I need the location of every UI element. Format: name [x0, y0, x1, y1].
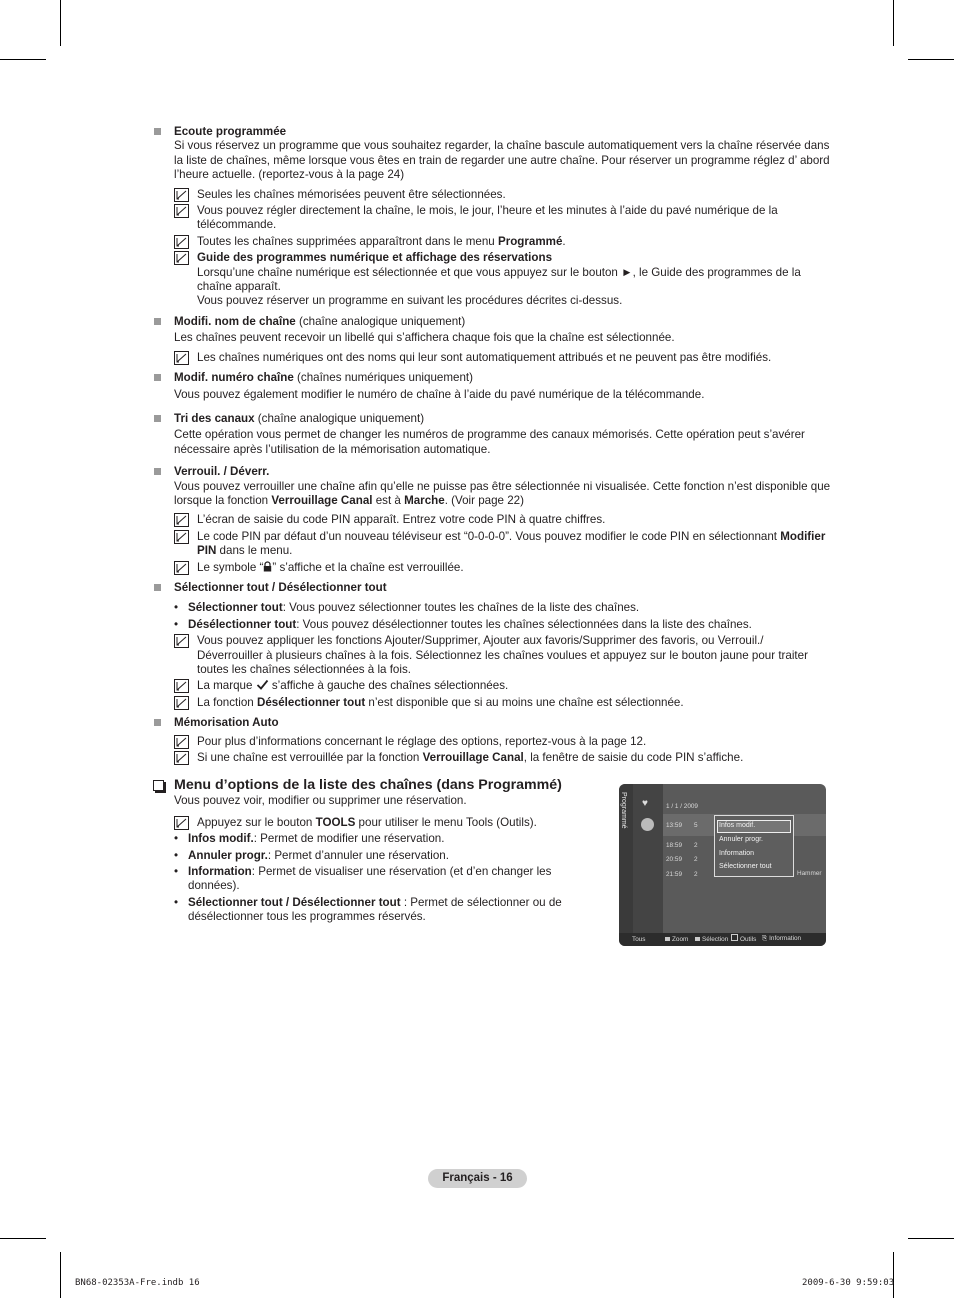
- square-bullet-icon: [154, 415, 161, 422]
- section-title: Sélectionner tout / Désélectionner tout: [174, 580, 387, 594]
- note: Vous pouvez appliquer les fonctions Ajouter/Supprimer, Ajouter aux favoris/Supprimer des favoris, ou Verrouil./ Déverrouiller à plusieurs chaînes à la fois. Sélectionnez les chaînes voulues et appuyez sur le bouton jaune pour traiter toutes les chaînes sélectionnées à la fois.: [174, 634, 832, 677]
- note: Les chaînes numériques ont des noms qui leur sont automatiquement attribués et ne peuvent pas être modifiés.: [174, 351, 832, 365]
- crop-mark: [0, 59, 46, 60]
- section-menu-options: [152, 777, 569, 924]
- note-icon: [174, 513, 189, 527]
- tv-tools-menu: [714, 815, 794, 877]
- note: Le symbole “ ” s’affiche et la chaîne est verrouillée.: [174, 561, 832, 575]
- crop-mark: [908, 1238, 954, 1239]
- crop-mark: [60, 0, 61, 46]
- note-icon: [174, 816, 189, 830]
- section-memorisation-auto: [152, 716, 832, 765]
- crop-mark: [893, 0, 894, 46]
- list-item: • Sélectionner tout: Vous pouvez sélectionner toutes les chaînes de la liste des chaînes.: [174, 601, 832, 615]
- tv-side-panel: [619, 784, 633, 934]
- tv-menu-item: Information: [719, 850, 755, 857]
- note-icon: [174, 561, 189, 575]
- note-icon: [174, 735, 189, 749]
- note-icon: [174, 751, 189, 765]
- note-icon: [174, 235, 189, 249]
- section-body: Cette opération vous permet de changer les numéros de programme des canaux mémorisés. Cette opération peut s’avérer nécessaire après l’utilisation de la mémorisation automatique.: [174, 428, 805, 456]
- checkbox-square-icon: [153, 780, 164, 791]
- section-body: Vous pouvez verrouiller une chaîne afin qu’elle ne puisse pas être sélectionnée ni visualisée. Cette fonction n’est disponible que lorsque la fonction Verrouillage Canal est à Marche. (Voir page 22): [174, 479, 831, 507]
- tv-menu-item: Annuler progr.: [719, 836, 763, 843]
- note: Appuyez sur le bouton TOOLS pour utiliser le menu Tools (Outils).: [174, 816, 569, 830]
- tv-footer-item: Outils: [731, 934, 756, 943]
- list-item: • Sélectionner tout / Désélectionner tout : Permet de sélectionner ou de désélectionner tous les programmes réservés.: [174, 896, 569, 925]
- crop-mark: [60, 1252, 61, 1298]
- section-intro: Vous pouvez voir, modifier ou supprimer une réservation.: [174, 794, 467, 808]
- note-icon: [174, 679, 189, 693]
- section-body: Vous pouvez également modifier le numéro de chaîne à l’aide du pavé numérique de la télécommande.: [174, 387, 705, 401]
- tv-menu-item: Sélectionner tout: [719, 863, 772, 870]
- section-modifi-nom-chaine: [152, 315, 832, 365]
- tv-date: 1 / 1 / 2009: [666, 803, 698, 810]
- tv-program-name: Hammer: [797, 870, 822, 877]
- tv-list-row: 18:59 2: [666, 842, 698, 849]
- tv-list-row: 21:59 2: [666, 871, 698, 878]
- section-title: Modif. numéro chaîne (chaînes numériques uniquement): [174, 371, 473, 385]
- section-body: Si vous réservez un programme que vous souhaitez regarder, la chaîne bascule automatiquement vers la chaîne réservée dans la liste de chaînes, même lorsque vous êtes en train de regarder une autre chaîne. Pour réserver un programme réglez d’ abord l’heure actuelle. (reportez-vous à la page 24): [174, 139, 830, 182]
- tv-footer-left: Tous: [632, 936, 646, 943]
- note-icon: [174, 188, 189, 202]
- note: Toutes les chaînes supprimées apparaîtront dans le menu Programmé.: [174, 235, 832, 249]
- note: Si une chaîne est verrouillée par la fonction Verrouillage Canal, la fenêtre de saisie du code PIN s’affiche.: [174, 751, 832, 765]
- note: La fonction Désélectionner tout n’est disponible que si au moins une chaîne est sélectionnée.: [174, 696, 832, 710]
- note-icon: [174, 351, 189, 365]
- section-verrouil: [152, 465, 832, 575]
- tv-side-label: Programmé: [620, 792, 627, 829]
- print-file-info: BN68-02353A-Fre.indb 16: [75, 1278, 200, 1288]
- note-icon: [174, 634, 189, 648]
- info-icon: ⎘: [762, 935, 768, 942]
- list-item: • Infos modif.: Permet de modifier une réservation.: [174, 832, 569, 846]
- square-bullet-icon: [154, 468, 161, 475]
- note: Pour plus d’informations concernant le réglage des options, reportez-vous à la page 12.: [174, 735, 832, 749]
- tools-icon: [731, 934, 738, 941]
- note: L’écran de saisie du code PIN apparaît. Entrez votre code PIN à quatre chiffres.: [174, 513, 832, 527]
- section-tri-des-canaux: [152, 412, 832, 457]
- list-item: • Désélectionner tout: Vous pouvez désélectionner toutes les chaînes sélectionnées dans la liste des chaînes.: [174, 618, 832, 632]
- square-bullet-icon: [154, 128, 161, 135]
- square-bullet-icon: [154, 719, 161, 726]
- section-title: Tri des canaux (chaîne analogique uniquement): [174, 411, 425, 425]
- section-title: Verrouil. / Déverr.: [174, 465, 270, 479]
- tv-footer-item: Zoom: [665, 936, 688, 943]
- section-modif-numero-chaine: [152, 371, 832, 402]
- section-selectionner-tout: [152, 581, 832, 710]
- note-icon: [174, 204, 189, 218]
- tv-footer-item: Sélection: [695, 936, 728, 943]
- square-bullet-icon: [154, 318, 161, 325]
- section-title: Mémorisation Auto: [174, 716, 279, 730]
- tv-icon-column: [633, 784, 663, 934]
- heart-icon: ♥: [642, 798, 648, 809]
- crop-mark: [0, 1238, 46, 1239]
- note: Seules les chaînes mémorisées peuvent être sélectionnées.: [174, 188, 832, 202]
- list-item: • Information: Permet de visualiser une réservation (et d’en changer les données).: [174, 865, 569, 894]
- crop-mark: [893, 1252, 894, 1298]
- section-heading: Menu d’options de la liste des chaînes (dans Programmé): [174, 777, 562, 794]
- tv-footer-item: ⎘ Information: [762, 935, 802, 942]
- tv-list-row: 20:59 2: [666, 856, 698, 863]
- square-bullet-icon: [154, 374, 161, 381]
- tv-menu-screenshot: [619, 784, 826, 946]
- square-bullet-icon: [154, 584, 161, 591]
- crop-mark: [908, 59, 954, 60]
- note-icon: [174, 696, 189, 710]
- list-item: • Annuler progr.: Permet d’annuler une réservation.: [174, 849, 569, 863]
- note: Le code PIN par défaut d’un nouveau téléviseur est “0-0-0-0”. Vous pouvez modifier le code PIN en sélectionnant Modifier PIN dans le menu.: [174, 530, 832, 559]
- checkmark-icon: [256, 679, 269, 690]
- section-title: Modifi. nom de chaîne (chaîne analogique uniquement): [174, 314, 466, 328]
- note: Vous pouvez régler directement la chaîne, le mois, le jour, l’heure et les minutes à l’aide du pavé numérique de la télécommande.: [174, 204, 832, 233]
- page-number-badge: Français - 16: [428, 1169, 527, 1188]
- button-icon: [665, 937, 670, 941]
- section-ecoute-programmee: [152, 125, 832, 309]
- note-icon: [174, 251, 189, 265]
- section-body: Les chaînes peuvent recevoir un libellé qui s’affichera chaque fois que la chaîne est sélectionnée.: [174, 331, 675, 345]
- note: La marque s’affiche à gauche des chaînes sélectionnées.: [174, 679, 832, 693]
- section-title: Ecoute programmée: [174, 125, 287, 138]
- note-icon: [174, 530, 189, 544]
- tv-menu-item: Infos modif.: [719, 822, 756, 829]
- note: Guide des programmes numérique et affichage des réservations Lorsqu’une chaîne numérique est sélectionnée et que vous appuyez sur le bouton ►, le Guide des programmes de la chaîne apparaît. Vous pouvez réserver un programme en suivant les procédures décrites ci-dessus.: [174, 251, 832, 309]
- tv-list-row: 13:59 5: [666, 822, 698, 829]
- print-datetime: 2009-6-30 9:59:03: [802, 1278, 895, 1288]
- button-icon: [695, 937, 700, 941]
- clock-icon: [641, 818, 654, 831]
